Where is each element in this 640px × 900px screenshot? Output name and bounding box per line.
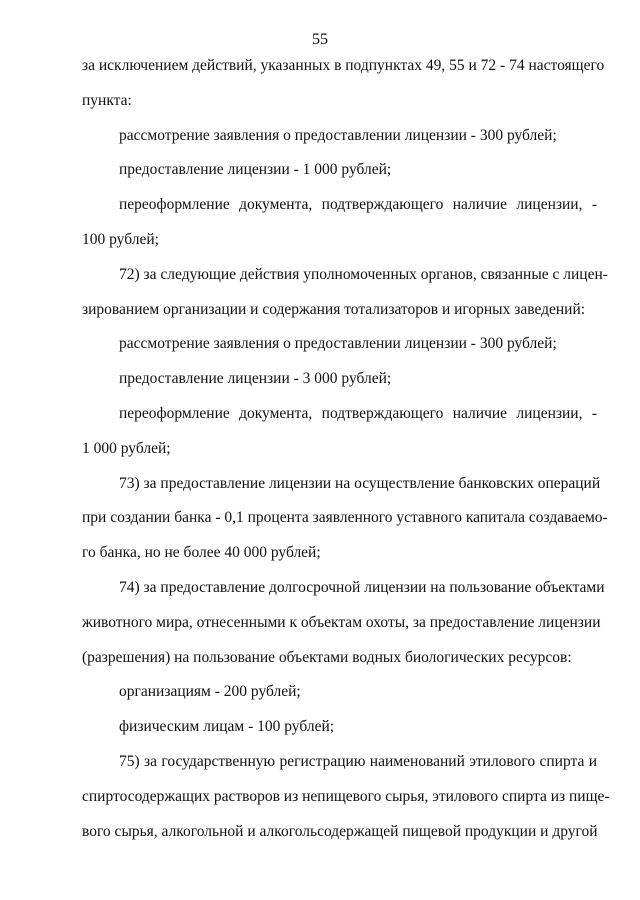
text-line: животного мира, отнесенными к объектам охоты, за предоставление лицензии xyxy=(82,613,601,631)
text-line: го банка, но не более 40 000 рублей; xyxy=(82,544,321,562)
text-line: предоставление лицензии - 1 000 рублей; xyxy=(119,161,392,179)
text-line: рассмотрение заявления о предоставлении лицензии - 300 рублей; xyxy=(119,126,557,144)
text-line: физическим лицам - 100 рублей; xyxy=(119,718,335,736)
text-line: зированием организации и содержания тотализаторов и игорных заведений: xyxy=(82,300,586,318)
text-line: организациям - 200 рублей; xyxy=(119,683,301,701)
text-line: 100 рублей; xyxy=(82,230,159,248)
text-line: вого сырья, алкогольной и алкогольсодержащей пищевой продукции и другой xyxy=(82,822,598,840)
text-line: спиртосодержащих растворов из непищевого сырья, этилового спирта из пище- xyxy=(82,787,610,805)
page-number: 55 xyxy=(312,31,328,48)
text-line: 73) за предоставление лицензии на осуществление банковских операций xyxy=(119,474,601,492)
text-line: (разрешения) на пользование объектами водных биологических ресурсов: xyxy=(82,648,572,666)
text-line: 1 000 рублей; xyxy=(82,439,171,457)
text-line: переоформление документа, подтверждающего наличие лицензии, - xyxy=(119,404,597,422)
text-line: 74) за предоставление долгосрочной лицензии на пользование объектами xyxy=(119,578,605,596)
text-line: 75) за государственную регистрацию наименований этилового спирта и xyxy=(119,752,597,770)
text-line: переоформление документа, подтверждающего наличие лицензии, - xyxy=(119,196,597,214)
text-line: за исключением действий, указанных в подпунктах 49, 55 и 72 - 74 настоящего xyxy=(82,57,605,74)
text-line: предоставление лицензии - 3 000 рублей; xyxy=(119,370,392,388)
document-body xyxy=(82,49,610,849)
text-line: пункта: xyxy=(82,91,132,109)
text-line: при создании банка - 0,1 процента заявленного уставного капитала создаваемо- xyxy=(82,509,608,527)
text-line: рассмотрение заявления о предоставлении лицензии - 300 рублей; xyxy=(119,335,557,353)
text-line: 72) за следующие действия уполномоченных органов, связанные с лицен- xyxy=(119,265,608,283)
